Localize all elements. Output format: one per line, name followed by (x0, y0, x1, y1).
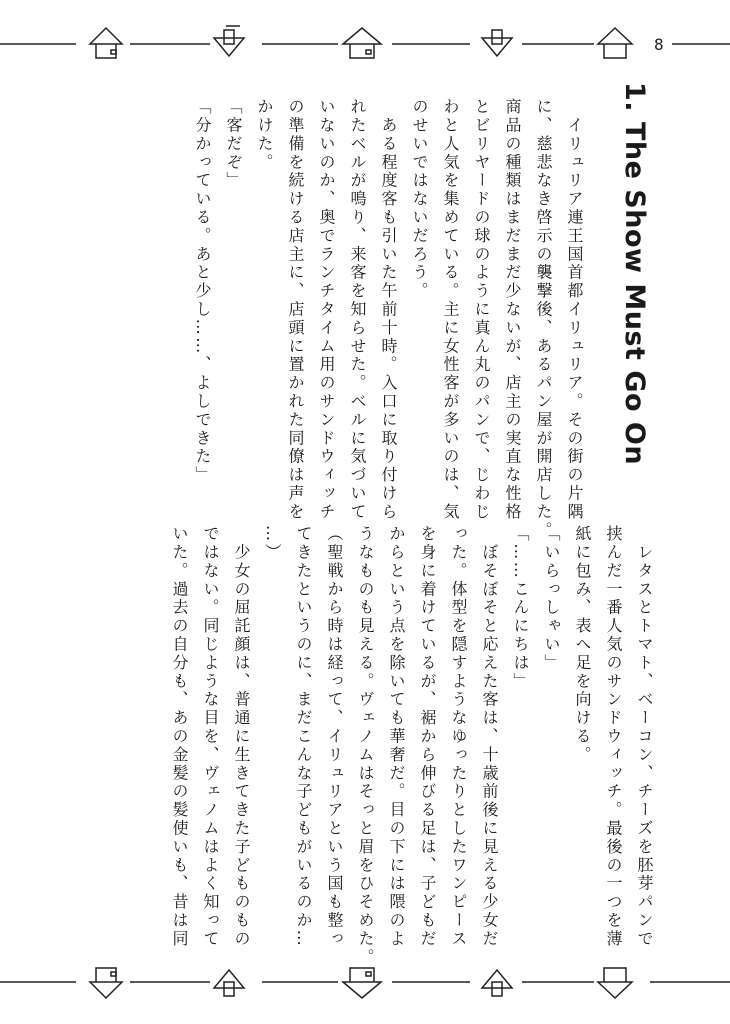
text-line: てきたというのに、まだこんな子どもがいるのか… (294, 525, 313, 949)
top-ornamental-border (0, 22, 730, 66)
text-line: 少女の屈託顔は、普通に生きてきた子どものもの (232, 525, 251, 949)
text-line: 「客だぞ」 (224, 98, 243, 190)
ornament-icon (0, 22, 730, 66)
text-line: とビリヤードの球のように真ん丸のパンで、じわじ (472, 98, 491, 522)
text-line: からという点を除いても華奢だ。目の下には隈のよ (387, 525, 406, 949)
text-line: 「……こんにちは」 (511, 525, 530, 691)
text-line: った。体型を隠すようなゆったりとしたワンピース (449, 525, 468, 949)
text-line: 商品の種類はまだまだ少ないが、店主の実直な性格 (503, 98, 522, 522)
text-line: うなものも見える。ヴェノムはそっと眉をひそめた。 (356, 525, 375, 967)
text-line: かけた。 (255, 98, 274, 172)
text-line: …） (263, 525, 282, 562)
text-line: 「いらっしゃい」 (542, 525, 561, 673)
text-line: を身に着けているが、裾から伸びる足は、子どもだ (418, 525, 437, 949)
text-line: 紙に包み、表へ足を向ける。 (573, 525, 592, 765)
text-line: いた。過去の自分も、あの金髪の髪使いも、昔は同 (170, 525, 189, 949)
text-line: れたベルが鳴り、来客を知らせた。ベルに気づいて (348, 98, 367, 522)
upper-text-block (187, 98, 590, 540)
text-line: に、慈悲なき啓示の襲撃後、あるパン屋が開店した。 (534, 98, 553, 540)
text-line: 「分かっている。あと少し……、よしできた」 (193, 98, 212, 485)
page-number: 8 (654, 35, 664, 54)
text-line: ある程度客も引いた午前十時。入口に取り付けら (379, 98, 398, 522)
chapter-title: 1. The Show Must Go On (619, 82, 650, 466)
text-line: （聖戦から時は経って、イリュリアという国も整っ (325, 525, 344, 949)
text-line: のせいではないだろう。 (410, 98, 429, 301)
text-line: レタスとトマト、ベーコン、チーズを胚芽パンで (635, 525, 654, 949)
text-line: の準備を続ける店主に、店頭に置かれた同僚は声を (286, 98, 305, 522)
text-line: イリュリア連王国首都イリュリア。その街の片隅 (565, 98, 584, 522)
text-line: ぼそぼそと応えた客は、十歳前後に見える少女だ (480, 525, 499, 949)
lower-text-block (164, 525, 660, 967)
text-line: ではない。同じような目を、ヴェノムはよく知って (201, 525, 220, 949)
text-line: 挟んだ一番人気のサンドウィッチ。最後の一つを薄 (604, 525, 623, 949)
text-line: いないのか、奥でランチタイム用のサンドウィッチ (317, 98, 336, 522)
text-line: わと人気を集めている。主に女性客が多いのは、気 (441, 98, 460, 522)
